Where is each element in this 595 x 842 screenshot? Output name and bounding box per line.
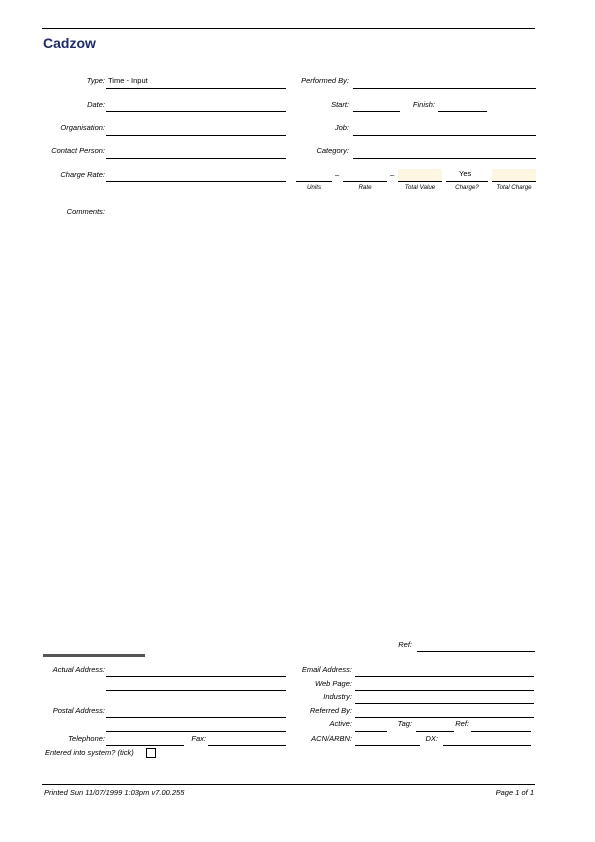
active-label: Active: [329, 719, 352, 728]
organisation-field[interactable] [106, 135, 286, 136]
email-label: Email Address: [301, 665, 352, 674]
dx-label: DX: [425, 734, 438, 743]
acn-label: ACN/ARBN: [311, 734, 352, 743]
charge-rate-label: Charge Rate: [60, 170, 105, 179]
tag-label: Tag: [397, 719, 412, 728]
ref-field[interactable] [417, 651, 535, 652]
date-field[interactable] [106, 111, 286, 112]
charge-value[interactable]: Yes [459, 169, 472, 178]
acn-field[interactable] [355, 745, 420, 746]
charge-field [446, 181, 488, 182]
start-field[interactable] [353, 111, 400, 112]
total-value-field[interactable] [398, 169, 442, 181]
printed-info: Printed Sun 11/07/1999 1:03pm v7.00.255 [44, 788, 185, 797]
rate-field[interactable] [343, 181, 387, 182]
industry-field[interactable] [355, 703, 534, 704]
performed-by-label: Performed By: [301, 76, 349, 85]
job-field[interactable] [353, 135, 536, 136]
page-number: Page 1 of 1 [495, 788, 534, 797]
comments-area[interactable] [108, 205, 536, 625]
referred-by-field[interactable] [355, 717, 534, 718]
contact-person-label: Contact Person: [51, 146, 105, 155]
postal-address-line2[interactable] [106, 731, 286, 732]
equals-sign: – [390, 170, 395, 179]
actual-address-line1[interactable] [106, 676, 286, 677]
industry-label: Industry: [323, 692, 352, 701]
actual-address-label: Actual Address: [52, 665, 105, 674]
telephone-field[interactable] [106, 745, 184, 746]
units-field[interactable] [296, 181, 332, 182]
postal-address-line1[interactable] [106, 717, 286, 718]
postal-address-label: Postal Address: [52, 706, 105, 715]
fax-label: Fax: [191, 734, 206, 743]
ref2-field[interactable] [471, 731, 531, 732]
type-field[interactable] [106, 88, 286, 89]
comments-label: Comments: [66, 207, 105, 216]
ref-label: Ref: [398, 640, 412, 649]
charge-caption: Charge? [455, 184, 479, 191]
category-label: Category: [316, 146, 349, 155]
total-value-underline [398, 181, 442, 182]
referred-by-label: Referred By: [309, 706, 352, 715]
dx-field[interactable] [443, 745, 531, 746]
page-title: Cadzow [43, 35, 96, 51]
active-field[interactable] [355, 731, 387, 732]
organisation-label: Organisation: [60, 123, 105, 132]
fax-field[interactable] [208, 745, 286, 746]
entered-label: Entered into system? (tick) [45, 748, 134, 757]
type-value[interactable]: Time - Input [108, 76, 148, 85]
entered-checkbox[interactable] [146, 748, 156, 758]
footer-rule [42, 784, 535, 785]
total-value-caption: Total Value [404, 184, 436, 191]
finish-label: Finish: [412, 100, 435, 109]
start-label: Start: [331, 100, 349, 109]
units-caption: Units [306, 184, 322, 191]
rate-caption: Rate [358, 184, 372, 191]
charge-rate-field[interactable] [106, 181, 286, 182]
email-field[interactable] [355, 676, 534, 677]
job-label: Job: [334, 123, 349, 132]
actual-address-line2[interactable] [106, 690, 286, 691]
times-sign: – [335, 170, 340, 179]
finish-field[interactable] [438, 111, 487, 112]
total-charge-underline [492, 181, 536, 182]
contact-person-field[interactable] [106, 158, 286, 159]
ref2-label: Ref: [455, 719, 469, 728]
total-charge-caption: Total Charge [496, 184, 532, 191]
date-label: Date: [87, 100, 105, 109]
performed-by-field[interactable] [353, 88, 536, 89]
category-field[interactable] [353, 158, 536, 159]
web-page-label: Web Page: [315, 679, 352, 688]
web-page-field[interactable] [355, 690, 534, 691]
type-label: Type: [86, 76, 105, 85]
total-charge-field[interactable] [492, 169, 536, 181]
telephone-label: Telephone: [68, 734, 105, 743]
tag-field[interactable] [416, 731, 454, 732]
top-rule [42, 28, 535, 29]
section-divider [43, 654, 145, 657]
